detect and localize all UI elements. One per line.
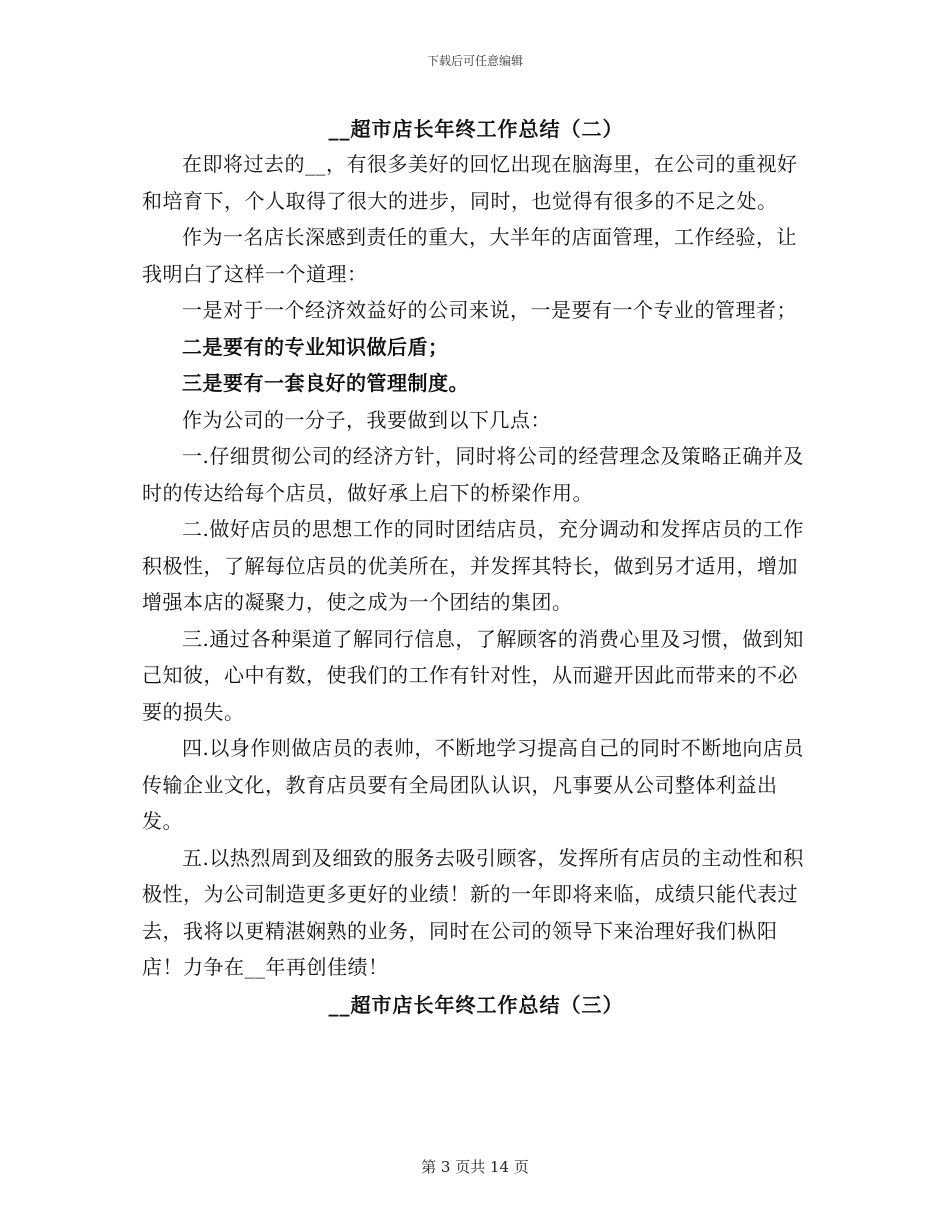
section-title: __超市店长年终工作总结（二） bbox=[328, 117, 624, 141]
paragraph-responsibility: 作为一名店长深感到责任的重大，大半年的店面管理，工作经验，让我明白了这样一个道理： bbox=[142, 225, 797, 286]
document-body bbox=[142, 112, 810, 1022]
paragraph-item-3: 三.通过各种渠道了解同行信息，了解顾客的消费心里及习惯，做到知己知彼，心中有数，使我们的工作有针对性，从而避开因此而带来的不必要的损失。 bbox=[142, 626, 804, 724]
page-footer: 第 3 页共 14 页 bbox=[421, 1158, 529, 1176]
paragraph-point-one: 一是对于一个经济效益好的公司来说，一是要有一个专业的管理者； bbox=[182, 298, 797, 322]
paragraph-item-1: 一.仔细贯彻公司的经济方针，同时将公司的经营理念及策略正确并及时的传达给每个店员，做好承上启下的桥梁作用。 bbox=[142, 444, 804, 505]
paragraph-item-2: 二.做好店员的思想工作的同时团结店员，充分调动和发挥店员的工作积极性，了解每位店员的优美所在，并发挥其特长，做到另才适用，增加增强本店的凝聚力，使之成为一个团结的集团。 bbox=[142, 517, 804, 614]
paragraph-point-two: 二是要有的专业知识做后盾； bbox=[182, 334, 449, 359]
paragraph-goals-intro: 作为公司的一分子，我要做到以下几点： bbox=[182, 407, 551, 432]
paragraph-item-5: 五.以热烈周到及细致的服务去吸引顾客，发挥所有店员的主动性和积极性，为公司制造更多更好的业绩！新的一年即将来临，成绩只能代表过去，我将以更精湛娴熟的业务，同时在公司的领导下来治理好我们枞阳店！力争在__年再创佳绩！ bbox=[142, 845, 804, 979]
next-section-title: __超市店长年终工作总结（三） bbox=[328, 992, 624, 1017]
paragraph-intro: 在即将过去的__，有很多美好的回忆出现在脑海里，在公司的重视好和培育下，个人取得了很大的进步，同时，也觉得有很多的不足之处。 bbox=[142, 152, 798, 213]
paragraph-point-three: 三是要有一套良好的管理制度。 bbox=[182, 371, 469, 395]
paragraph-item-4: 四.以身作则做店员的表帅，不断地学习提高自己的同时不断地向店员传输企业文化，教育店员要有全局团队认识，凡事要从公司整体利益出发。 bbox=[142, 736, 804, 833]
page-header: 下载后可任意编辑 bbox=[426, 54, 523, 68]
